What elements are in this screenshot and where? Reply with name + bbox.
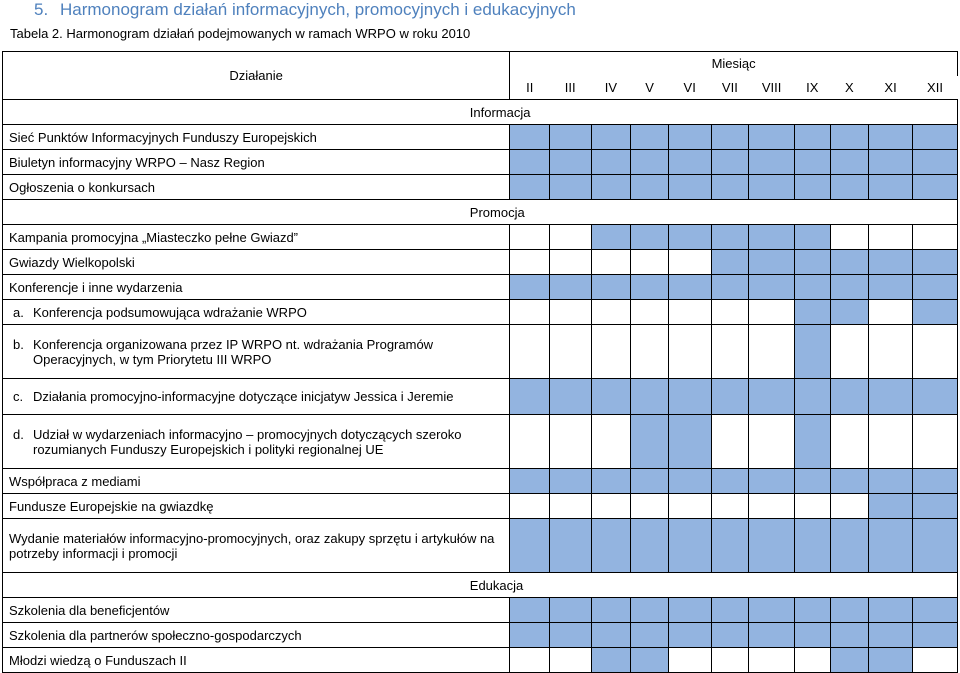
month-cell-active [869, 125, 913, 150]
month-label: III [549, 76, 591, 100]
section-title: Edukacja [464, 573, 958, 598]
month-cell-active [869, 469, 913, 494]
month-cell [631, 494, 669, 519]
activity-cell [3, 469, 510, 494]
month-cell-active [549, 379, 591, 415]
month-cell [631, 325, 669, 379]
section-row [3, 200, 958, 225]
month-cell-active [912, 494, 957, 519]
month-cell-active [830, 379, 869, 415]
month-cell [549, 225, 591, 250]
month-cell-active [869, 494, 913, 519]
month-cell-active [631, 379, 669, 415]
month-cell [591, 415, 631, 469]
month-cell [830, 494, 869, 519]
activity-letter: d. [13, 426, 24, 442]
month-cell-active [549, 150, 591, 175]
month-cell-active [795, 623, 830, 648]
month-cell-active [869, 598, 913, 623]
month-cell-active [591, 648, 631, 673]
month-cell [510, 225, 550, 250]
table-row [3, 415, 958, 469]
month-cell-active [869, 175, 913, 200]
month-cell-active [749, 519, 795, 573]
month-cell-active [631, 469, 669, 494]
month-cell [711, 415, 749, 469]
month-label: VIII [749, 76, 795, 100]
month-cell [549, 300, 591, 325]
month-cell-active [830, 519, 869, 573]
month-cell-active [711, 250, 749, 275]
month-cell [549, 325, 591, 379]
month-cell [749, 494, 795, 519]
month-cell [549, 250, 591, 275]
month-cell-active [631, 598, 669, 623]
month-cell-active [869, 275, 913, 300]
month-cell-active [795, 225, 830, 250]
month-cell-active [912, 469, 957, 494]
month-cell-active [749, 175, 795, 200]
month-cell [668, 648, 711, 673]
month-cell-active [549, 598, 591, 623]
month-cell-active [631, 125, 669, 150]
activity-cell [3, 225, 510, 250]
month-cell-active [869, 150, 913, 175]
table-caption: Tabela 2. Harmonogram działań podejmowanych w ramach WRPO w roku 2010 [10, 26, 471, 41]
activity-label: Wydanie materiałów informacyjno-promocyjnych, oraz zakupy sprzętu i artykułów na potrzeby informacji i promocji [9, 530, 495, 561]
month-cell-active [912, 623, 957, 648]
month-cell [830, 225, 869, 250]
month-cell [668, 494, 711, 519]
month-cell [869, 300, 913, 325]
month-cell-active [711, 275, 749, 300]
month-cell [631, 250, 669, 275]
month-cell [668, 300, 711, 325]
month-cell [830, 325, 869, 379]
month-cell-active [795, 250, 830, 275]
month-cell-active [869, 623, 913, 648]
month-cell [749, 415, 795, 469]
month-cell-active [795, 175, 830, 200]
month-cell-active [912, 150, 957, 175]
month-cell [869, 415, 913, 469]
month-cell-active [510, 623, 550, 648]
month-cell-active [549, 519, 591, 573]
table-row [3, 275, 958, 300]
table-row [3, 469, 958, 494]
month-label: X [830, 76, 869, 100]
month-cell [711, 300, 749, 325]
month-cell [749, 648, 795, 673]
month-cell-active [549, 623, 591, 648]
activity-label: Konferencja podsumowująca wdrażanie WRPO [33, 304, 307, 320]
table-row [3, 648, 958, 673]
month-cell [711, 494, 749, 519]
month-cell-active [795, 415, 830, 469]
month-cell [510, 300, 550, 325]
month-cell-active [795, 469, 830, 494]
month-cell-active [749, 225, 795, 250]
table-row [3, 175, 958, 200]
month-cell [510, 325, 550, 379]
table-row [3, 125, 958, 150]
month-cell [795, 494, 830, 519]
month-cell-active [912, 175, 957, 200]
month-cell-active [510, 598, 550, 623]
month-cell-active [631, 175, 669, 200]
section-row [3, 573, 958, 598]
month-cell-active [631, 623, 669, 648]
month-cell-active [668, 519, 711, 573]
month-cell-active [591, 598, 631, 623]
activity-label: Szkolenia dla partnerów społeczno-gospodarczych [9, 627, 302, 643]
month-cell-active [795, 519, 830, 573]
month-cell-active [631, 150, 669, 175]
month-cell [711, 325, 749, 379]
month-cell-active [711, 379, 749, 415]
month-cell-active [631, 275, 669, 300]
activity-label: Kampania promocyjna „Miasteczko pełne Gwiazd” [9, 229, 299, 245]
month-cell [795, 648, 830, 673]
table-row [3, 300, 958, 325]
month-cell-active [668, 469, 711, 494]
activity-cell [3, 598, 510, 623]
activity-label: Gwiazdy Wielkopolski [9, 254, 135, 270]
month-cell [912, 415, 957, 469]
month-cell-active [510, 379, 550, 415]
month-cell-active [591, 175, 631, 200]
month-cell-active [795, 325, 830, 379]
month-cell-active [711, 598, 749, 623]
month-cell [668, 250, 711, 275]
month-cell-active [912, 300, 957, 325]
month-cell [510, 494, 550, 519]
month-cell-active [830, 275, 869, 300]
activity-label: Współpraca z mediami [9, 473, 141, 489]
month-cell-active [631, 415, 669, 469]
month-cell [549, 415, 591, 469]
month-cell [591, 300, 631, 325]
table-row [3, 623, 958, 648]
month-cell-active [549, 125, 591, 150]
month-header: Miesiąc [510, 52, 958, 76]
month-cell-active [749, 150, 795, 175]
month-cell-active [549, 469, 591, 494]
table-row [3, 494, 958, 519]
table-row [3, 250, 958, 275]
activity-label: Ogłoszenia o konkursach [9, 179, 155, 195]
activity-cell [3, 275, 510, 300]
month-cell-active [830, 250, 869, 275]
month-cell-active [591, 623, 631, 648]
month-label: XI [869, 76, 913, 100]
month-cell-active [668, 225, 711, 250]
month-cell-active [795, 275, 830, 300]
month-cell-active [510, 469, 550, 494]
month-cell-active [668, 275, 711, 300]
month-cell [631, 300, 669, 325]
month-cell [591, 325, 631, 379]
month-cell-active [749, 250, 795, 275]
month-cell [510, 250, 550, 275]
month-label: VI [668, 76, 711, 100]
month-label: XII [912, 76, 957, 100]
activity-label: Udział w wydarzeniach informacyjno – promocyjnych dotyczących szeroko rozumianych Funduszy Europejskich i polityki regionalnej UE [33, 426, 462, 457]
month-cell-active [830, 150, 869, 175]
month-cell-active [912, 275, 957, 300]
activity-cell [3, 325, 510, 379]
month-cell-active [830, 300, 869, 325]
month-cell-active [795, 598, 830, 623]
section-title: Harmonogram działań informacyjnych, promocyjnych i edukacyjnych [60, 0, 576, 19]
month-cell-active [830, 175, 869, 200]
month-cell-active [912, 125, 957, 150]
month-cell-active [591, 150, 631, 175]
month-cell-active [749, 379, 795, 415]
month-cell-active [749, 125, 795, 150]
month-cell [591, 250, 631, 275]
month-cell-active [711, 225, 749, 250]
month-label: VII [711, 76, 749, 100]
month-cell-active [510, 519, 550, 573]
month-cell-active [668, 415, 711, 469]
activity-cell [3, 415, 510, 469]
month-cell-active [749, 598, 795, 623]
month-cell-active [830, 648, 869, 673]
table-row [3, 519, 958, 573]
activity-cell [3, 379, 510, 415]
month-cell-active [549, 175, 591, 200]
month-cell [869, 325, 913, 379]
month-cell-active [749, 275, 795, 300]
month-label: IV [591, 76, 631, 100]
month-cell [912, 648, 957, 673]
month-cell-active [869, 519, 913, 573]
month-cell-active [830, 469, 869, 494]
header-row-month [3, 52, 958, 76]
section-number: 5. [34, 0, 49, 19]
activity-label: Szkolenia dla beneficjentów [9, 602, 170, 618]
activity-cell [3, 175, 510, 200]
section-title: Informacja [464, 100, 958, 125]
table-row [3, 150, 958, 175]
month-cell-active [549, 275, 591, 300]
activity-cell [3, 250, 510, 275]
table-row [3, 379, 958, 415]
activity-label: Konferencje i inne wydarzenia [9, 279, 183, 295]
month-cell-active [668, 598, 711, 623]
activity-label: Fundusze Europejskie na gwiazdkę [9, 498, 214, 514]
month-cell-active [869, 250, 913, 275]
month-cell-active [795, 300, 830, 325]
month-label: II [510, 76, 550, 100]
table-row [3, 598, 958, 623]
section-title: Promocja [464, 200, 958, 225]
month-cell-active [869, 379, 913, 415]
month-cell-active [591, 519, 631, 573]
activity-cell [3, 519, 510, 573]
activity-label: Konferencja organizowana przez IP WRPO nt. wdrażania Programów Operacyjnych, w tym Priorytetu III WRPO [33, 336, 434, 367]
month-cell-active [869, 648, 913, 673]
activity-cell [3, 494, 510, 519]
month-cell-active [830, 623, 869, 648]
month-cell-active [912, 519, 957, 573]
activity-letter: c. [13, 389, 24, 404]
month-cell-active [591, 125, 631, 150]
activity-cell [3, 300, 510, 325]
month-cell [830, 415, 869, 469]
month-cell-active [668, 125, 711, 150]
section-row [3, 100, 958, 125]
month-cell-active [591, 379, 631, 415]
activity-label: Młodzi wiedzą o Funduszach II [9, 652, 187, 668]
month-cell [668, 325, 711, 379]
month-cell [510, 648, 550, 673]
month-label: IX [795, 76, 830, 100]
month-cell-active [749, 469, 795, 494]
month-cell-active [510, 175, 550, 200]
month-cell-active [510, 275, 550, 300]
schedule-table [2, 51, 958, 673]
month-cell-active [830, 125, 869, 150]
month-cell-active [510, 150, 550, 175]
month-cell-active [711, 150, 749, 175]
month-cell-active [711, 623, 749, 648]
month-cell [749, 325, 795, 379]
month-cell-active [591, 225, 631, 250]
month-cell-active [591, 275, 631, 300]
month-cell-active [631, 225, 669, 250]
month-cell [549, 648, 591, 673]
activity-label: Sieć Punktów Informacyjnych Funduszy Europejskich [9, 129, 317, 145]
month-cell-active [711, 175, 749, 200]
month-cell [749, 300, 795, 325]
month-cell-active [795, 125, 830, 150]
action-header: Działanie [3, 52, 510, 100]
activity-cell [3, 150, 510, 175]
month-cell-active [591, 469, 631, 494]
activity-cell [3, 648, 510, 673]
month-cell-active [749, 623, 795, 648]
activity-label: Biuletyn informacyjny WRPO – Nasz Region [9, 154, 265, 170]
month-label: V [631, 76, 669, 100]
month-cell-active [912, 250, 957, 275]
activity-cell [3, 125, 510, 150]
month-cell-active [510, 125, 550, 150]
month-cell [591, 494, 631, 519]
month-cell [510, 415, 550, 469]
month-cell-active [830, 598, 869, 623]
month-cell [912, 325, 957, 379]
month-cell-active [631, 519, 669, 573]
month-cell-active [795, 150, 830, 175]
month-cell [549, 494, 591, 519]
month-cell [869, 225, 913, 250]
month-cell [912, 225, 957, 250]
table-row [3, 325, 958, 379]
section-heading [34, 0, 576, 20]
month-cell [711, 648, 749, 673]
month-cell-active [912, 379, 957, 415]
month-cell-active [668, 623, 711, 648]
month-cell-active [668, 150, 711, 175]
table-row [3, 225, 958, 250]
month-cell-active [668, 379, 711, 415]
month-cell-active [795, 379, 830, 415]
activity-letter: b. [13, 336, 24, 352]
activity-label: Działania promocyjno-informacyjne dotyczące inicjatyw Jessica i Jeremie [33, 389, 454, 404]
month-cell-active [711, 519, 749, 573]
activity-letter: a. [13, 304, 24, 320]
activity-cell [3, 623, 510, 648]
month-cell-active [711, 125, 749, 150]
month-cell-active [912, 598, 957, 623]
month-cell-active [711, 469, 749, 494]
month-cell-active [668, 175, 711, 200]
month-cell-active [631, 648, 669, 673]
